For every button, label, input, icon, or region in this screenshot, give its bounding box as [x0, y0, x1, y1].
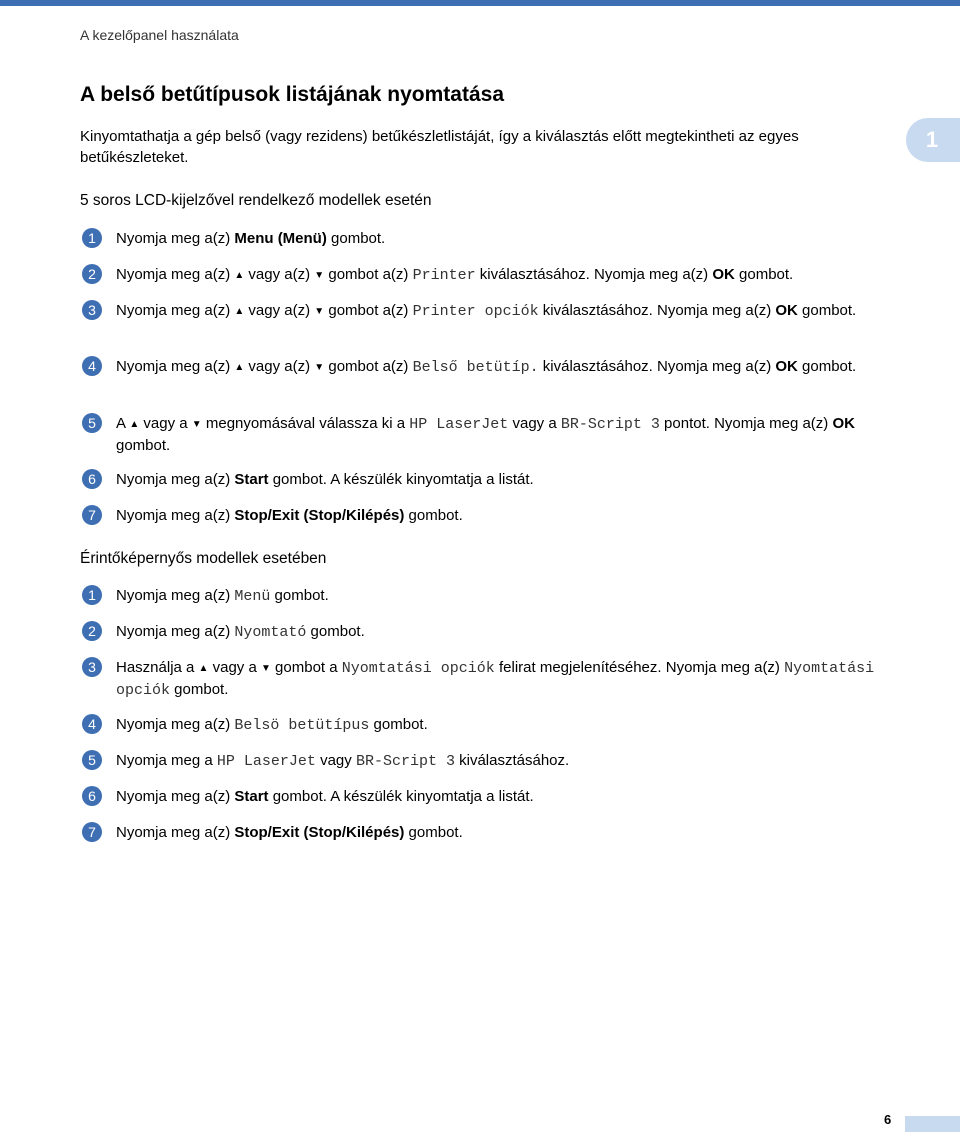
down-arrow-icon: ▼ [191, 419, 202, 430]
down-arrow-icon: ▼ [314, 306, 325, 317]
step-text: Nyomja meg a(z) Stop/Exit (Stop/Kilépés) gombot. [116, 507, 463, 524]
step-number: 5 [82, 750, 102, 770]
step-text: Nyomja meg a(z) Menü gombot. [116, 587, 329, 605]
step-text: Nyomja meg a(z) Start gombot. A készülék kinyomtatja a listát. [116, 471, 534, 488]
step-number: 1 [82, 585, 102, 605]
page-title: A belső betűtípusok listájának nyomtatása [80, 83, 504, 106]
step-number: 5 [82, 413, 102, 433]
step-number: 4 [82, 356, 102, 376]
step-text: Nyomja meg a(z) Menu (Menü) gombot. [116, 230, 386, 247]
up-arrow-icon: ▲ [234, 362, 245, 373]
up-arrow-icon: ▲ [234, 306, 245, 317]
step-text: Nyomja meg a(z) Nyomtató gombot. [116, 623, 365, 641]
down-arrow-icon: ▼ [260, 663, 271, 674]
footer-bar [905, 1116, 960, 1132]
step-number: 6 [82, 469, 102, 489]
up-arrow-icon: ▲ [234, 270, 245, 281]
step-number: 4 [82, 714, 102, 734]
step-text: A ▲ vagy a ▼ megnyomásával válassza ki a HP LaserJet vagy a BR-Script 3 pontot. Nyomja meg a(z) OK gombot. [116, 415, 855, 454]
step-number: 2 [82, 621, 102, 641]
step-number: 7 [82, 822, 102, 842]
step-text: Nyomja meg a(z) ▲ vagy a(z) ▼ gombot a(z) Belső betütíp. kiválasztásához. Nyomja meg a(z) OK gombot. [116, 358, 857, 376]
section-heading-touch: Érintőképernyős modellek esetében [80, 550, 327, 567]
step-number: 2 [82, 264, 102, 284]
step-number: 7 [82, 505, 102, 525]
down-arrow-icon: ▼ [314, 270, 325, 281]
step-number: 3 [82, 300, 102, 320]
section-heading-lcd: 5 soros LCD-kijelzővel rendelkező modellek esetén [80, 192, 432, 209]
running-header: A kezelőpanel használata [80, 27, 239, 43]
step-number: 3 [82, 657, 102, 677]
step-number: 1 [82, 228, 102, 248]
step-text: Használja a ▲ vagy a ▼ gombot a Nyomtatási opciók felirat megjelenítéséhez. Nyomja meg a(z) Nyomtatási opciók gombot. [116, 659, 875, 699]
up-arrow-icon: ▲ [198, 663, 209, 674]
step-text: Nyomja meg a(z) ▲ vagy a(z) ▼ gombot a(z) Printer opciók kiválasztásához. Nyomja meg a(z) OK gombot. [116, 302, 857, 320]
step-number: 6 [82, 786, 102, 806]
intro-paragraph: Kinyomtathatja a gép belső (vagy rezidens) betűkészletlistáját, így a kiválasztás előtt megtekintheti az egyes betűkészleteket. [80, 128, 799, 166]
step-text: Nyomja meg a(z) Stop/Exit (Stop/Kilépés) gombot. [116, 824, 463, 841]
page-number: 6 [884, 1112, 892, 1127]
up-arrow-icon: ▲ [129, 419, 140, 430]
step-text: Nyomja meg a HP LaserJet vagy BR-Script 3 kiválasztásához. [116, 752, 570, 770]
step-text: Nyomja meg a(z) Start gombot. A készülék kinyomtatja a listát. [116, 788, 534, 805]
step-text: Nyomja meg a(z) Belsö betütípus gombot. [116, 716, 428, 734]
step-text: Nyomja meg a(z) ▲ vagy a(z) ▼ gombot a(z) Printer kiválasztásához. Nyomja meg a(z) OK gombot. [116, 266, 794, 284]
top-rule [0, 0, 960, 6]
down-arrow-icon: ▼ [314, 362, 325, 373]
chapter-tab: 1 [906, 118, 960, 162]
